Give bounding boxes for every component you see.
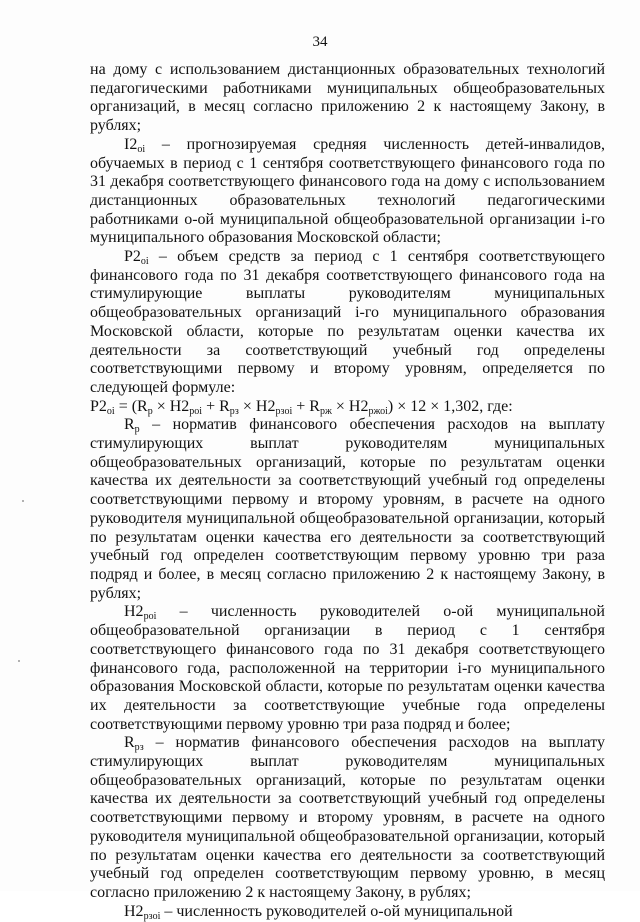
formula-subscript: рз (229, 405, 239, 417)
definition-text: – норматив финансового обеспечения расходов на выплату стимулирующих выплат руководителям муниципальных общеобразовательных организаций, которые по результатам оценки качества их деятельности за соответствующий учебный год определены соответствующими первому и второму уровням, в расчете на одного руководителя муниципальной общеобразовательной организации, который по результатам оценки качества его деятельности за соответствующий учебный год определен соответствующим первому уровню, в месяц согласно приложению 2 к настоящему Закону, в рублях; (90, 734, 605, 901)
page-number: 34 (312, 34, 328, 50)
definition-text: – прогнозируемая средняя численность детей-инвалидов, обучаемых в период с 1 сентября соответствующего финансового года по 31 декабря соответствующего финансового года на дому с использованием дистанционных образовательных технологий педагогическими работниками о-ой муниципальной общеобразовательной организации i-го муниципального образования Московской области; (90, 135, 605, 247)
formula-subscript: рж (319, 405, 332, 417)
scan-speck (18, 660, 20, 662)
formula-part: ) × 12 × 1,302, где: (387, 397, 513, 415)
definition-p2oi (90, 248, 605, 398)
formula-part: × H2 (152, 397, 190, 415)
definition-i2oi (90, 136, 605, 248)
definition-text: – норматив финансового обеспечения расходов на выплату стимулирующих выплат руководителям муниципальных общеобразовательных организаций, которые по результатам оценки качества их деятельности за соответствующий учебный год определены соответствующими первому и второму уровням, в расчете на одного руководителя муниципальной общеобразовательной организации, который по результатам оценки качества его деятельности за соответствующий учебный год определен соответствующим первому уровню три раза подряд и более, в месяц согласно приложению 2 к настоящему Закону, в рублях; (90, 416, 605, 602)
variable-symbol: H2 (124, 902, 144, 920)
variable-subscript: рзоi (143, 910, 161, 922)
variable-symbol: R (124, 734, 135, 752)
variable-subscript: рз (134, 742, 144, 754)
definition-rp (90, 416, 605, 603)
variable-symbol: P2 (124, 248, 141, 266)
formula-part: + R (202, 397, 230, 415)
variable-subscript: oi (140, 256, 149, 268)
formula-subscript: poi (189, 405, 203, 417)
formula-part: P2 (90, 397, 107, 415)
variable-subscript: poi (143, 611, 157, 623)
definition-text: – численность руководителей о-ой муниципальной (160, 902, 513, 920)
variable-symbol: I2 (124, 135, 138, 153)
formula-subscript: р (147, 405, 153, 417)
paragraph-text: на дому с использованием дистанционных образовательных технологий педагогическими работниками муниципальных общеобразовательных организаций, в месяц согласно приложению 2 к настоящему Закону, в рублях; (90, 61, 605, 135)
formula-part: + R (292, 397, 320, 415)
variable-subscript: oi (137, 143, 146, 155)
definition-h2rzoi (90, 903, 605, 922)
variable-subscript: р (134, 424, 140, 436)
paragraph-continuation (90, 61, 605, 136)
definition-rpz (90, 734, 605, 902)
definition-text: – численность руководителей о-ой муниципальной общеобразовательной организации в период с 1 сентября соответствующего финансового года по 31 декабря соответствующего финансового года, расположенной на территории i-го муниципального образования Московской области, которые по результатам оценки качества их деятельности за соответствующие учебные года определены соответствующими первому уровню три раза подряд и более; (90, 603, 605, 733)
document-body (90, 61, 605, 921)
scan-speck (22, 500, 24, 502)
formula-part: = (R (114, 397, 148, 415)
variable-symbol: R (124, 416, 135, 434)
definition-h2poi (90, 603, 605, 734)
formula-subscript: рзоi (275, 405, 293, 417)
formula (90, 398, 605, 417)
definition-text: – объем средств за период с 1 сентября соответствующего финансового года по 31 декабря соответствующего финансового года на стимулирующие выплаты руководителям муниципальных общеобразовательных организаций i-го муниципального образования Московской области, которые по результатам оценки качества их деятельности за соответствующий учебный год определены соответствующими первому и второму уровням, определяется по следующей формуле: (90, 248, 605, 396)
formula-subscript: oi (106, 405, 115, 417)
formula-subscript: ржоi (368, 405, 388, 417)
variable-symbol: H2 (124, 603, 144, 621)
formula-part: × H2 (238, 397, 276, 415)
formula-part: × H2 (331, 397, 369, 415)
